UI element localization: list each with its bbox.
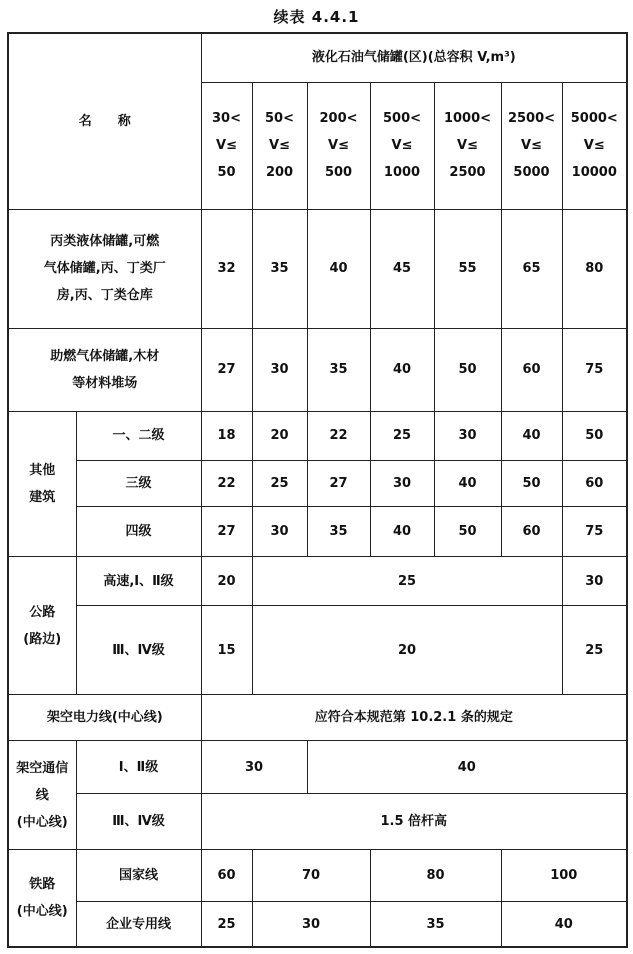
table-cell-merged: 100	[501, 850, 627, 902]
table-cell-merged: 30	[252, 902, 370, 947]
table-cell: 20	[252, 411, 307, 460]
table-cell: 50	[501, 460, 562, 506]
row-label-power-line: 架空电力线(中心线)	[8, 695, 201, 741]
table-row	[8, 741, 627, 794]
row-label-other-buildings: 其他 建筑	[8, 411, 76, 556]
range-header: 500< V≤ 1000	[370, 82, 434, 209]
table-cell: 15	[201, 606, 252, 695]
table-cell: 30	[562, 557, 627, 606]
table-cell-merged: 35	[370, 902, 501, 947]
table-cell: 25	[562, 606, 627, 695]
table-cell: 30	[252, 328, 307, 411]
table-cell: 30	[434, 411, 501, 460]
table-cell: 60	[501, 328, 562, 411]
spacing-table	[7, 32, 628, 948]
range-header: 5000< V≤ 10000	[562, 82, 627, 209]
row-label-highway: 公路 (路边)	[8, 557, 76, 695]
table-row	[8, 460, 627, 506]
grade-label: 企业专用线	[76, 902, 201, 947]
grade-label: Ⅲ、Ⅳ级	[76, 794, 201, 850]
table-cell: 60	[501, 506, 562, 556]
table-row	[8, 902, 627, 947]
range-header: 50< V≤ 200	[252, 82, 307, 209]
grade-label: 四级	[76, 506, 201, 556]
range-header: 200< V≤ 500	[307, 82, 370, 209]
table-cell: 30	[370, 460, 434, 506]
table-cell: 25	[252, 460, 307, 506]
table-row	[8, 850, 627, 902]
table-cell: 25	[201, 902, 252, 947]
table-cell: 60	[562, 460, 627, 506]
table-cell: 35	[307, 506, 370, 556]
table-cell: 22	[307, 411, 370, 460]
lpg-group-header: 液化石油气储罐(区)(总容积 V,m³)	[201, 33, 627, 82]
table-cell: 20	[201, 557, 252, 606]
table-cell: 75	[562, 506, 627, 556]
table-cell-merged: 应符合本规范第 10.2.1 条的规定	[201, 695, 627, 741]
table-row	[8, 606, 627, 695]
table-cell: 30	[252, 506, 307, 556]
table-row	[8, 209, 627, 328]
range-header: 30< V≤ 50	[201, 82, 252, 209]
table-cell: 18	[201, 411, 252, 460]
row-label-comm-line: 架空通信线 (中心线)	[8, 741, 76, 850]
table-cell-merged: 30	[201, 741, 307, 794]
table-cell: 40	[501, 411, 562, 460]
table-cell: 40	[370, 328, 434, 411]
name-header: 名 称	[8, 33, 201, 209]
table-cell: 35	[252, 209, 307, 328]
table-cell-merged: 40	[307, 741, 627, 794]
table-cell: 55	[434, 209, 501, 328]
table-cell: 40	[307, 209, 370, 328]
table-row	[8, 328, 627, 411]
grade-label: 三级	[76, 460, 201, 506]
row-label-railway: 铁路 (中心线)	[8, 850, 76, 947]
table-cell: 80	[562, 209, 627, 328]
table-row	[8, 411, 627, 460]
row-label-combustion: 助燃气体储罐,木材 等材料堆场	[8, 328, 201, 411]
table-cell-merged: 80	[370, 850, 501, 902]
table-cell: 50	[562, 411, 627, 460]
table-cell: 22	[201, 460, 252, 506]
table-cell: 25	[370, 411, 434, 460]
table-cell-merged: 40	[501, 902, 627, 947]
range-header: 1000< V≤ 2500	[434, 82, 501, 209]
table-row	[8, 695, 627, 741]
table-cell: 27	[201, 506, 252, 556]
table-cell: 45	[370, 209, 434, 328]
table-cell: 60	[201, 850, 252, 902]
table-row	[8, 557, 627, 606]
table-cell-merged: 25	[252, 557, 562, 606]
row-label-storage: 丙类液体储罐,可燃 气体储罐,丙、丁类厂 房,丙、丁类仓库	[8, 209, 201, 328]
table-cell-merged: 1.5 倍杆高	[201, 794, 627, 850]
table-cell: 32	[201, 209, 252, 328]
grade-label: 国家线	[76, 850, 201, 902]
table-row	[8, 506, 627, 556]
grade-label: 高速,Ⅰ、Ⅱ级	[76, 557, 201, 606]
table-cell: 50	[434, 506, 501, 556]
table-cell: 75	[562, 328, 627, 411]
table-cell: 35	[307, 328, 370, 411]
table-cell: 65	[501, 209, 562, 328]
table-cell: 27	[307, 460, 370, 506]
table-cell: 50	[434, 328, 501, 411]
grade-label: Ⅲ、Ⅳ级	[76, 606, 201, 695]
grade-label: 一、二级	[76, 411, 201, 460]
table-row	[8, 794, 627, 850]
table-cell: 40	[370, 506, 434, 556]
table-caption: 续表 4.4.1	[273, 8, 360, 26]
table-cell-merged: 20	[252, 606, 562, 695]
grade-label: Ⅰ、Ⅱ级	[76, 741, 201, 794]
table-cell-merged: 70	[252, 850, 370, 902]
table-cell: 40	[434, 460, 501, 506]
range-header: 2500< V≤ 5000	[501, 82, 562, 209]
table-cell: 27	[201, 328, 252, 411]
